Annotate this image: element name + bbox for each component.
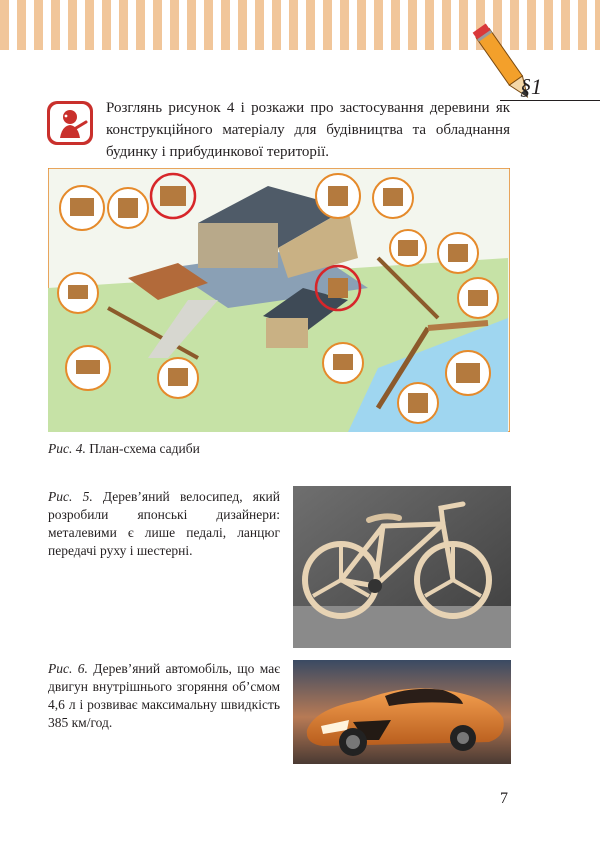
page-number: 7 xyxy=(500,790,508,807)
figure6-label: Рис. 6. xyxy=(48,661,88,676)
pointing-figure-icon xyxy=(46,100,94,146)
section-mark: §1 xyxy=(520,74,542,99)
wooden-bicycle-photo xyxy=(293,486,511,648)
figure6-caption xyxy=(48,660,280,732)
figure5-caption-text: Дерев’яний велосипед, який розробили японські дизайнери: металевими є лише педалі, ланцюг передачі руху і шестерні. xyxy=(48,489,280,558)
figure4-caption xyxy=(48,441,200,457)
figure5-label: Рис. 5. xyxy=(48,489,93,504)
section-rule xyxy=(500,100,600,101)
task-text: Розглянь рисунок 4 і розкажи про застосування деревини як конструкційного матеріалу для будівництва та обладнання будинку і прибудинкової території. xyxy=(106,100,510,160)
homestead-plan-illustration xyxy=(48,168,510,432)
figure6-caption-text: Дерев’яний автомобіль, що має двигун внутрішнього згоряння об’смом 4,6 л і розвиває максимальну швидкість 385 км/год. xyxy=(48,661,280,730)
figure4-label: Рис. 4. xyxy=(48,441,86,456)
wooden-car-photo xyxy=(293,660,511,764)
figure5-caption xyxy=(48,488,280,560)
figure4-caption-text: План-схема садиби xyxy=(89,441,200,456)
